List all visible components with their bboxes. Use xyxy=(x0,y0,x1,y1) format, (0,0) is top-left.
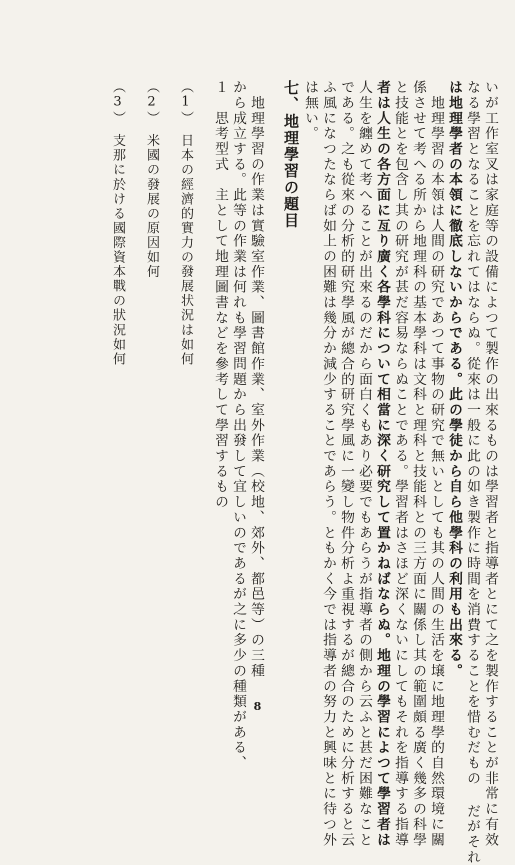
text-column: いが工作室叉は家庭等の設備によつて製作の出來るものは學習者と指導者とにて之を製作することが非常に有效 xyxy=(482,80,498,848)
text-column: 係させて考へる所から地理科の基本學科は文科と理科と技能科との三方面に關係し其の範圍頗る廣く幾多の科學 xyxy=(410,80,426,848)
text-column: は地理學者の本領に徹底しないからである。此の學徒から自ら他學科の利用も出來る。 xyxy=(446,80,462,679)
text-column: は無い。 xyxy=(302,80,318,142)
text-column: から成立する。此等の作業は何れも學習問題から出發して宜しいのであるが之に多少の種類がある、 xyxy=(230,80,246,771)
list-item: （2） 米國の發展の原因如何 xyxy=(144,80,159,280)
text-column: である。之も從來の分析的研究學風が總合的研究學風に一變し物件分析よ重視するが總合のために分析すると云 xyxy=(338,80,354,848)
list-item: （1） 日本の經濟的實力の發展状況は如何 xyxy=(178,80,193,367)
vertical-text-body xyxy=(26,80,498,865)
page-number: 8 xyxy=(253,700,262,713)
text-column: なる學習となることを忘れてはならぬ。從來は一般に此の如き製作に時間を消費することを惜むだもの だがそれ xyxy=(464,80,480,865)
text-column: 地理學習の本領は人間の研究であつて事物の研究で無いとしても其の人間の生活を壌に地理學的自然環境に關 xyxy=(428,80,444,848)
text-column: と技能とを包含し其の研究が甚だ容易ならぬことである。學習者はさほど深くないにしてもそれを指導する指導 xyxy=(392,80,408,848)
text-column: ふ風になつたならば如上の困難は幾分か減少することであらう。ともかく今では指導者の努力と興味とに待つ外 xyxy=(320,80,336,848)
subsection-heading: １ 思考型式 主として地理圖書などを參考して學習するもの xyxy=(212,80,228,510)
text-column: 者は人生の各方面に亙り廣く各學科について相當に深く研究して置かねばならぬ。地理の學習によつて學習者は xyxy=(374,80,390,848)
list-item: （3） 支那に於ける國際資本戰の狀況如何 xyxy=(110,80,125,367)
text-column: 地理學習の作業は實驗室作業、圖書館作業、室外作業（校地、郊外、都邑等）の三種 xyxy=(248,80,264,679)
section-heading: 七、地理學習の題目 xyxy=(282,80,300,229)
text-column: 人生を纏めて考へることが出來るのだから面白くもあり必要でもあらうが指導者の側から云ふと甚だ困難なこと xyxy=(356,80,372,848)
